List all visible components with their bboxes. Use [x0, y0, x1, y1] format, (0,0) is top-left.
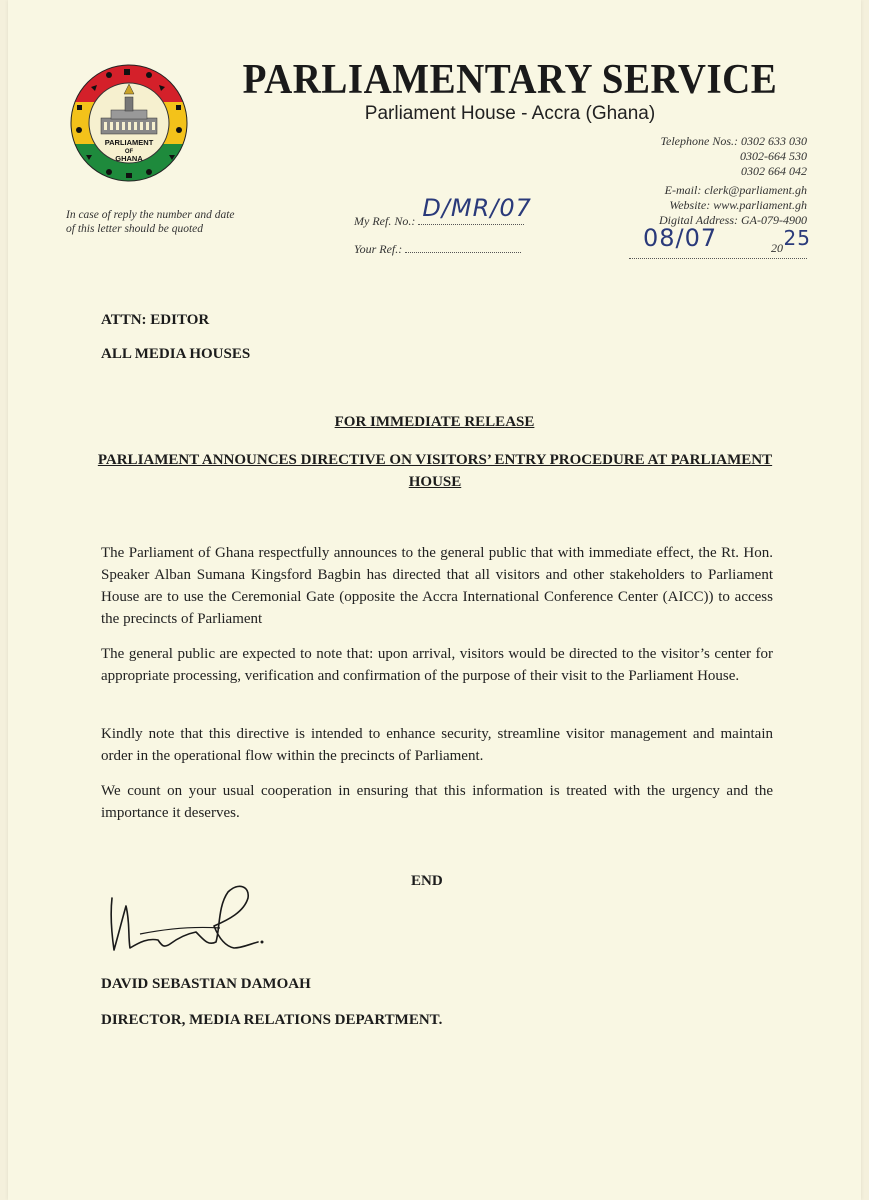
date-handwritten: 08/07 [643, 224, 718, 252]
my-ref-value-handwritten: D/MR/07 [422, 194, 532, 222]
body-paragraph-2: The general public are expected to note that: upon arrival, visitors would be directed to the visitor’s center for appropriate processing, verification and confirmation of the purpose of their visit to the Parliament House. [101, 646, 773, 684]
release-label: FOR IMMEDIATE RELEASE [334, 414, 535, 430]
your-ref-label: Your Ref.: [354, 242, 403, 256]
body-paragraph-3: Kindly note that this directive is intended to enhance security, streamline visitor management and maintain order in the operational flow within the precincts of Parliament. [101, 726, 773, 764]
press-release-headline: PARLIAMENT ANNOUNCES DIRECTIVE ON VISITORS’ ENTRY PROCEDURE AT PARLIAMENT HOUSE [97, 452, 773, 490]
signatory-name: DAVID SEBASTIAN DAMOAH [101, 976, 311, 992]
svg-text:PARLIAMENT: PARLIAMENT [104, 138, 154, 147]
parliament-seal-logo [64, 60, 194, 186]
handwritten-signature [100, 876, 270, 966]
signatory-title: DIRECTOR, MEDIA RELATIONS DEPARTMENT. [101, 1012, 443, 1028]
date-field [629, 224, 811, 259]
digital-address-line: Digital Address: GA-079-4900 [659, 213, 807, 227]
my-ref-field [354, 194, 532, 229]
contact-block [659, 134, 807, 228]
svg-text:OF: OF [124, 149, 134, 155]
date-year-handwritten: 25 [783, 226, 811, 250]
end-label: END [411, 873, 443, 889]
telephone-line-3: 0302 664 042 [741, 164, 807, 178]
website-line: Website: www.parliament.gh [669, 198, 807, 212]
my-ref-label: My Ref. No.: [354, 214, 416, 228]
attn-line: ATTN: EDITOR [101, 312, 210, 328]
email-line: E-mail: clerk@parliament.gh [664, 183, 807, 197]
body-paragraph-4: We count on your usual cooperation in ensuring that this information is treated with the urgency and the importance it deserves. [101, 783, 773, 821]
date-year-prefix: 20 [771, 241, 783, 255]
recipient-line: ALL MEDIA HOUSES [101, 346, 251, 362]
reply-instruction: In case of reply the number and date of this letter should be quoted [66, 209, 235, 235]
org-address: Parliament House - Accra (Ghana) [364, 103, 656, 124]
telephone-line-2: 0302-664 530 [740, 149, 807, 163]
your-ref-field [354, 240, 521, 257]
svg-text:GHANA: GHANA [115, 154, 143, 163]
body-paragraph-1: The Parliament of Ghana respectfully announces to the general public that with immediate effect, the Rt. Hon. Speaker Alban Sumana Kingsford Bagbin has directed that all visitors and other stakeholders to Parliament House are to use the Ceremonial Gate (opposite the Accra International Conference Center (AICC)) to access the precincts of Parliament [101, 545, 773, 627]
org-name-heading: PARLIAMENTARY SERVICE [242, 56, 778, 103]
telephone-line-1: Telephone Nos.: 0302 633 030 [660, 134, 807, 148]
